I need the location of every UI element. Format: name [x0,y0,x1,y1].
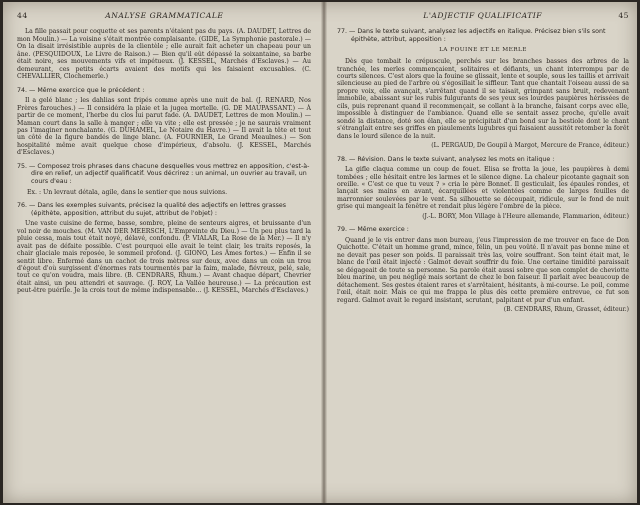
exercise-78-heading: 78. — Révision. Dans le texte suivant, analysez les mots en italique : [337,155,555,163]
intro-paragraph-block [17,28,311,80]
exercise-77-credit: (L. PERGAUD, De Goupil à Margot, Mercure de France, éditeur.) [431,142,629,150]
right-running-title: L'ADJECTIF QUALIFICATIF [423,12,543,20]
right-page [337,12,629,497]
exercise-77-heading: 77. — Dans le texte suivant, analysez les adjectifs en italique. Précisez bien s'ils sont épithète, attribut, apposition : [337,28,606,44]
exercise-78-credit: (J.-L. BORY, Mon Village à l'Heure allemande, Flammarion, éditeur.) [422,212,629,220]
book-gutter [321,2,327,503]
exercise-77 [337,28,629,149]
exercise-76 [17,202,311,295]
exercise-75-example: Ex. : Un levraut détala, agile, dans le sentier que nous suivions. [27,188,228,196]
exercise-77-title: LA FOUINE ET LE MERLE [439,46,527,53]
exercise-76-text: Une vaste cuisine de ferme, basse, sombre, pleine de senteurs aigres, et bruissante d'un vol noir de mouches. (M. VAN DER MEERSCH, L'Empreinte du Dieu.) — Un peu plus tard la pluie cessa, mais tout était noyé, délavé, confondu. (P. VIALAR, La Rose de la Mer.) — Il n'y avait pas de défaite possible. C'est pourquoi elle avait le teint clair, les traits reposés, la chair glaciale mais reposée, le sommeil profond. (J. GIONO, Les Âmes fortes.) — Enfin il se sentit libre. Enfermé dans un cachot de trois mètres sur deux, avec dans un coin un trou d'égout d'où surgissent d'énormes rats tourmentés par la faim, malade, fiévreux, pelé, sale, tout ce qu'on voudra, mais libre. (B. CENDRARS, Rhum.) — Avant chaque départ, Chevrier était ainsi, un peu attendri et sauvage. (J. ROY, La Vallée heureuse.) — La précaution est peut-être puérile. Je la crois tout de même indispensable... (J. KESSEL, Marchés d'Esclaves.) [17,220,311,295]
right-page-number: 45 [618,12,629,20]
exercise-74-text: Il a gelé blanc ; les dahlias sont fripés comme après une nuit de bal. (J. RENARD, Nos Frères farouches.) — Il considéra la plaie et la jugea mortelle. (G. DE MAUPASSANT.) — À partir de ce moment, l'herbe du clos lui parut fade. (A. DAUDET, Lettres de mon Moulin.) — Maman court dans la salle à manger ; elle va vite ; elle est pressée ; je ne saurais vraiment pas l'imaginer nonchalante. (G. DUHAMEL, Le Notaire du Havre.) — Il avait la tête et tout un côté de la figure bandés de linge blanc. (A. FOURNIER, Le Grand Meaulnes.) — Son hospitalité même avait quelque chose d'impérieux, d'absolu. (J. KESSEL, Marchés d'Esclaves.) [17,97,311,157]
left-page-number: 44 [17,12,28,20]
exercise-75-heading: 75. — Composez trois phrases dans chacune desquelles vous mettrez en apposition, c'est-à-dire en relief, un adjectif qualificatif. Vous décrirez : un animal, un ouvrier au travail, un cours d'eau : [17,162,310,186]
exercise-79-heading: 79. — Même exercice : [337,226,409,234]
right-running-head [337,12,629,19]
left-running-title: ANALYSE GRAMMATICALE [105,12,224,20]
exercise-75 [17,163,311,196]
left-running-head [17,12,311,19]
exercise-74-heading: 74. — Même exercice que le précédent : [17,86,145,94]
exercise-79 [337,226,629,313]
exercise-79-text: Quand je le vis entrer dans mon bureau, j'eus l'impression de me trouver en face de Don Quichotte. C'était un homme grand, mince, félin, un peu voûté. Il n'avait pas bonne mine et ne devait pas peser son poids. Il paraissait très las, voire souffrant. Son teint était mat, le blanc de l'œil était injecté : Galmot devait souffrir du foie. Une certaine timidité paraissait se dégageait de toute sa personne. Sa parole était aussi sobre que son complet de cheviotte bleu marine, un peu négligé mais sortant de chez le bon faiseur. Il parlait avec beaucoup de détachement. Ses gestes étaient rares et s'arrêtaient, hésitants, à mi-course. Le poil, comme l'œil, était noir. Mais ce qui me frappa le plus dès cette première entrevue, ce fut son regard. Galmot avait le regard insistant, scrutant, palpitant et pur d'un enfant. [337,236,629,304]
exercise-74 [17,87,311,157]
exercise-78 [337,156,629,221]
exercise-78-text: La gifle claqua comme un coup de fouet. Elisa se frotta la joue, les paupières à demi tombées ; elle hésitait entre les larmes et le silence digne. La chaleur picotante gagnait son oreille. « C'est ce que tu veux ? » cria le père Bonnet. Il gesticulait, les épaules rondes, et lançait ses mains en avant, écarquillées et violentées comme de larges feuilles de marronnier soulevées par le vent. Sa silhouette se découpait, ridicule, sur le fond de nuit grise qui mangeait la fenêtre et rendait plus légère l'ombre de la pièce. [337,166,629,211]
exercise-76-heading: 76. — Dans les exemples suivants, précisez la qualité des adjectifs en lettres grasses (épithète, apposition, attribut du sujet, attribut de l'objet) : [17,202,287,217]
exercise-77-text: Dès que tombait le crépuscule, perchés sur les branches basses des arbres de la tranchée, les merles commençaient, solitaires et défiants, un chant interrompu par de courts silences. C'est alors que la fouine se glissait, lente et souple, sous les taillis et arrivait silencieuse au pied de l'arbre où s'égosillait le siffleur. Tant que chantait l'oiseau aussi de sa propre voix, elle avançait, s'arrêtant quand il se taisait, grimpant sans bruit, redevenant immobile, abaissant sur les rubis fulgurants de ses yeux ses lourdes paupières hérissées de cils, puis reprenant quand il recommençait, se collant à la branche, faisant corps avec elle, impossible à distinguer de l'ambiance. Quand elle se sentait assez proche, qu'elle avait sondé la distance, doté son élan, elle se précipitait d'un bond sur la bestiole dont le chant s'étranglait entre ses griffes en piaulements lugubres qui faisaient aussitôt retomber la forêt dans le lourd silence de la nuit. [337,58,629,140]
intro-paragraph: La fille passait pour coquette et ses parents n'étaient pas du pays. (A. DAUDET, Lettres de mon Moulin.) — La voisine s'était montrée complaisante. (GIDE, La Symphonie pastorale.) — On la disait irrésistible auprès de la clientèle ; elle aurait fait acheter un chapeau pour un âne. (PESQUIDOUX, Le Livre de Raison.) — Bien qu'il eût dépassé la soixantaine, sa barbe était noire, ses mouvements vifs et impétueux. (J. KESSEL, Marchés d'Esclaves.) — Au demeurant, ces petits écarts avaient des motifs qui les faisaient excusables. (C. CHEVALLIER, Clochemerle.) [17,28,311,81]
left-page [17,12,311,497]
exercise-79-credit: (B. CENDRARS, Rhum, Grasset, éditeur.) [503,305,629,313]
book-spread [3,2,637,503]
